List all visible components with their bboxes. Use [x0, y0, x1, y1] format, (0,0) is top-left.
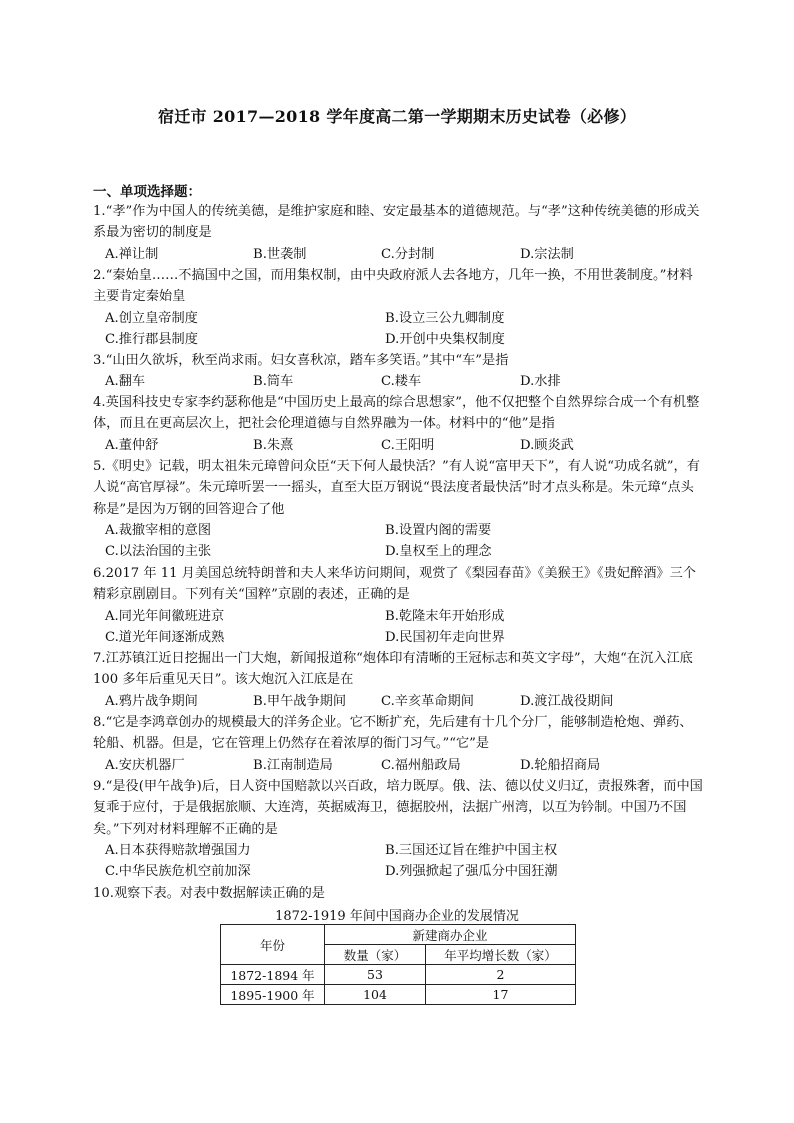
question-stem: 8.“它是李鸿章创办的规模最大的洋务企业。它不断扩充，先后建有十几个分厂，能够制造枪炮、弹药、轮船、机器。但是，它在管理上仍然存在着浓厚的衙门习气。”“它”是	[93, 715, 693, 752]
cell-count: 104	[325, 985, 426, 1005]
option-c[interactable]: C.福州船政局	[381, 757, 461, 773]
question-stem: 3.“山田久欲坼，秋至尚求雨。妇女喜秋凉，踏车多笑语。”其中“车”是指	[93, 353, 509, 368]
option-c[interactable]: C.道光年间逐渐成熟	[105, 629, 225, 645]
cell-growth: 2	[426, 965, 576, 985]
header-group: 新建商办企业	[325, 925, 576, 945]
option-a[interactable]: A.创立皇帝制度	[105, 310, 198, 326]
question-7	[93, 648, 705, 712]
option-b[interactable]: B.三国还辽旨在维护中国主权	[385, 842, 558, 858]
option-c[interactable]: C.推行郡县制度	[105, 331, 198, 347]
option-c[interactable]: C.分封制	[381, 246, 435, 262]
question-stem: 9.“是役(甲午战争)后，日人资中国赔款以兴百政，培力既厚。俄、法、德以仗义归辽，责报殊奢，而中国复乖于应付，于是俄据旅顺、大连湾，英据威海卫，德据胶州，法据广州湾，以互为钤制。中国乃不国矣。”下列对材料理解不正确的是	[93, 779, 703, 837]
option-b[interactable]: B.乾隆末年开始形成	[385, 608, 505, 624]
cell-year: 1895-1900 年	[221, 985, 325, 1005]
option-b[interactable]: B.朱熹	[253, 437, 294, 453]
question-3	[93, 350, 705, 393]
cell-growth: 17	[426, 985, 576, 1005]
question-2	[93, 265, 705, 350]
option-a[interactable]: A.禅让制	[105, 246, 159, 262]
question-stem: 4.英国科技史专家李约瑟称他是“中国历史上最高的综合思想家”，他不仅把整个自然界综合成一个有机整体，而且在更高层次上，把社会伦理道德与自然界融为一体。材料中的“他”是指	[93, 395, 700, 432]
question-10	[93, 883, 705, 904]
header-growth: 年平均增长数（家）	[426, 945, 576, 965]
option-d[interactable]: D.宗法制	[520, 246, 574, 262]
option-a[interactable]: A.日本获得赔款增强国力	[105, 842, 251, 858]
option-d[interactable]: D.民国初年走向世界	[385, 629, 505, 645]
option-c[interactable]: C.王阳明	[381, 437, 435, 453]
page-title: 宿迁市 2017—2018 学年度高二第一学期期末历史试卷（必修）	[157, 107, 637, 126]
option-a[interactable]: A.同光年间徽班进京	[105, 608, 225, 624]
table-caption: 1872-1919 年间中国商办企业的发展情况	[275, 909, 519, 924]
option-a[interactable]: A.裁撤宰相的意图	[105, 522, 212, 538]
cell-year: 1872-1894 年	[221, 965, 325, 985]
option-d[interactable]: D.开创中央集权制度	[385, 331, 505, 347]
option-a[interactable]: A.董仲舒	[105, 437, 159, 453]
option-b[interactable]: B.世袭制	[253, 246, 307, 262]
option-c[interactable]: C.以法治国的主张	[105, 544, 212, 560]
table-row	[221, 965, 576, 985]
option-b[interactable]: B.设立三公九卿制度	[385, 310, 505, 326]
question-stem: 1.“孝”作为中国人的传统美德，是维护家庭和睦、安定最基本的道德规范。与“孝”这种传统美德的形成关系最为密切的制度是	[93, 204, 700, 241]
question-stem: 2.“秦始皇……不搞国中之国，而用集权制，由中央政府派人去各地方，几年一换，不用世袭制度。”材料主要肯定秦始皇	[93, 268, 693, 305]
question-1	[93, 201, 705, 265]
option-b[interactable]: B.甲午战争期间	[253, 693, 347, 709]
option-c[interactable]: C.耧车	[381, 374, 422, 390]
option-a[interactable]: A.鸦片战争期间	[105, 693, 198, 709]
question-8	[93, 712, 705, 776]
table-row	[221, 985, 576, 1005]
option-b[interactable]: B.江南制造局	[253, 757, 333, 773]
option-a[interactable]: A.安庆机器厂	[105, 757, 185, 773]
option-c[interactable]: C.中华民族危机空前加深	[105, 864, 251, 880]
option-a[interactable]: A.翻车	[105, 374, 146, 390]
question-5	[93, 456, 705, 562]
question-stem: 6.2017 年 11 月美国总统特朗普和夫人来华访问期间，观赏了《梨园春苗》《美猴王》《贵妃醉酒》三个精彩京剧剧目。下列有关“国粹”京剧的表述，正确的是	[93, 566, 696, 603]
option-b[interactable]: B.筒车	[253, 374, 294, 390]
cell-count: 53	[325, 965, 426, 985]
question-9	[93, 776, 705, 882]
question-stem: 5.《明史》记载，明太祖朱元璋曾问众臣“天下何人最快活？”有人说“富甲天下”，有人说“功成名就”，有人说“高官厚禄”。朱元璋听罢一一摇头，直至大臣万钢说“畏法度者最快活”时才点头称是。朱元璋“点头称是”是因为万钢的回答迎合了他	[93, 459, 700, 517]
question-stem: 7.江苏镇江近日挖掘出一门大炮，新闻报道称“炮体印有清晰的王冠标志和英文字母”，大炮“在沉入江底 100 多年后重见天日”。该大炮沉入江底是在	[93, 651, 693, 688]
question-6	[93, 563, 705, 648]
option-d[interactable]: D.列强掀起了强瓜分中国狂潮	[385, 864, 558, 880]
question-4	[93, 392, 705, 456]
option-d[interactable]: D.轮船招商局	[520, 757, 601, 773]
section-heading: 一、单项选择题：	[93, 184, 201, 200]
option-b[interactable]: B.设置内阁的需要	[385, 522, 492, 538]
option-c[interactable]: C.辛亥革命期间	[381, 693, 474, 709]
table-header-row	[221, 925, 576, 945]
option-d[interactable]: D.水排	[520, 374, 561, 390]
question-stem: 10.观察下表。对表中数据解读正确的是	[93, 886, 325, 901]
option-d[interactable]: D.皇权至上的理念	[385, 544, 492, 560]
header-count: 数量（家）	[325, 945, 426, 965]
option-d[interactable]: D.渡江战役期间	[520, 693, 614, 709]
header-year: 年份	[221, 925, 325, 965]
data-table	[220, 924, 576, 1005]
option-d[interactable]: D.顾炎武	[520, 437, 574, 453]
